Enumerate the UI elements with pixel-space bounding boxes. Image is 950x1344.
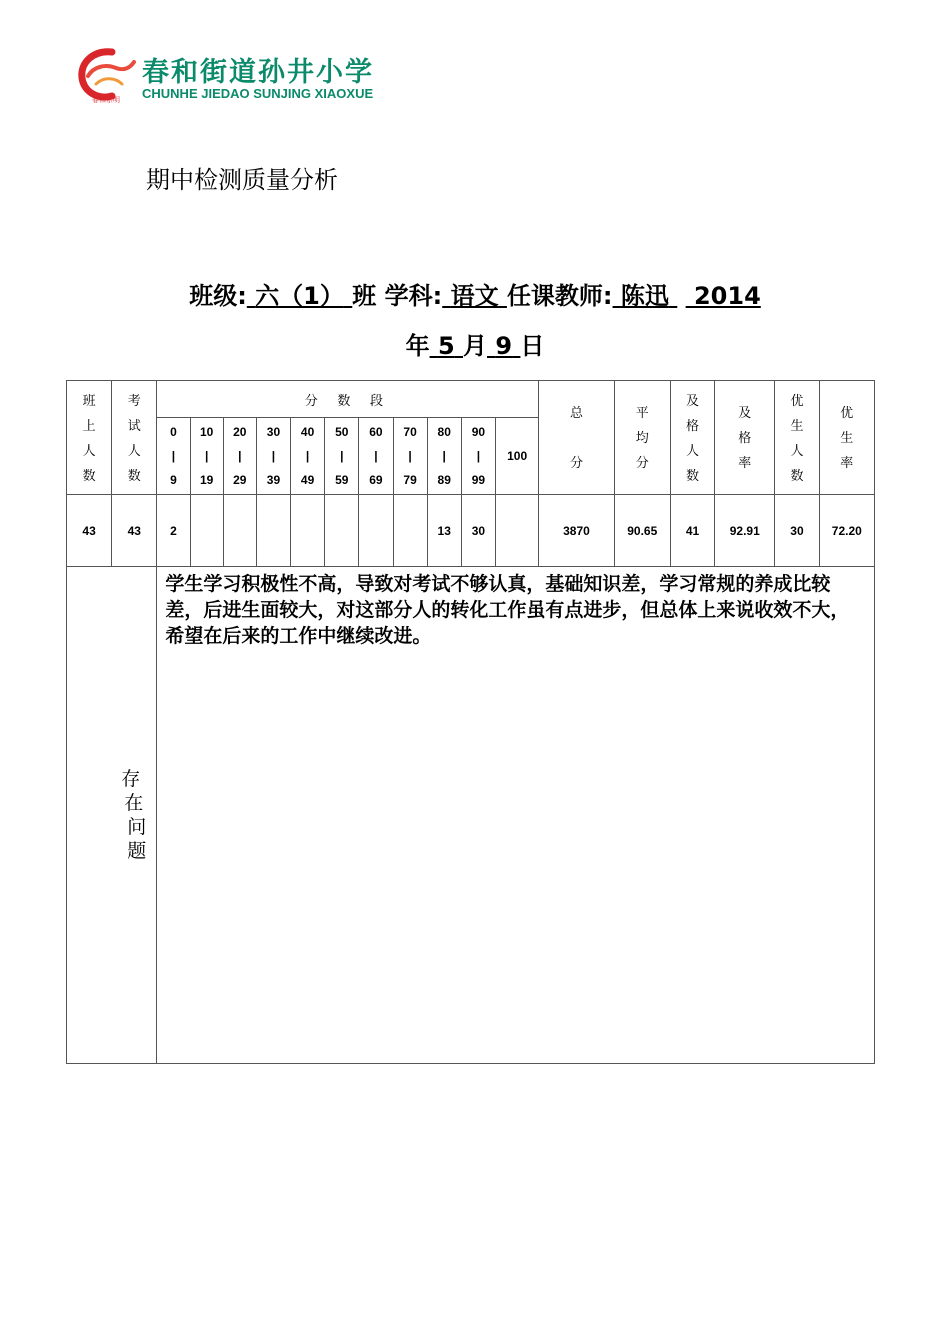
school-name-en: CHUNHE JIEDAO SUNJING XIAOXUE <box>142 86 374 101</box>
class-label: 班级: <box>189 282 247 310</box>
range-50-59: 50 | 59 <box>325 418 359 495</box>
cell-exam-count: 43 <box>112 495 157 567</box>
cell-average: 90.65 <box>614 495 670 567</box>
cell-range-80-89: 13 <box>427 495 461 567</box>
range-60-69: 60 | 69 <box>359 418 393 495</box>
header-exam-count: 考 试 人 数 <box>112 381 157 495</box>
school-emblem-icon <box>76 46 140 104</box>
cell-range-50-59 <box>325 495 359 567</box>
header-score-segment: 分 数 段 <box>157 381 539 418</box>
range-100: 100 <box>495 418 538 495</box>
class-info-line <box>60 276 890 311</box>
cell-class-count: 43 <box>67 495 112 567</box>
table-row <box>67 495 875 567</box>
cell-excellent-rate: 72.20 <box>819 495 874 567</box>
day-char: 日 <box>520 332 545 360</box>
teacher-value: 陈迅 <box>620 282 669 310</box>
date-line <box>60 326 890 361</box>
cell-range-10-19 <box>190 495 223 567</box>
issues-text: 学生学习积极性不高，导致对考试不够认真，基础知识差，学习常规的养成比较差，后进生面较大，对这部分人的转化工作虽有点进步，但总体上来说收效不大，希望在后来的工作中继续改进。 <box>157 567 875 1064</box>
cell-range-30-39 <box>256 495 290 567</box>
range-10-19: 10 | 19 <box>190 418 223 495</box>
score-analysis-table <box>66 380 875 1064</box>
logo-mark-text: 春和崇明 <box>92 96 120 104</box>
range-80-89: 80 | 89 <box>427 418 461 495</box>
issues-label: 存 在 问 题 <box>67 567 157 1064</box>
cell-range-90-99: 30 <box>461 495 495 567</box>
header-average: 平 均 分 <box>614 381 670 495</box>
class-value: 六（1） <box>255 282 344 310</box>
day-value: 9 <box>495 332 513 360</box>
cell-range-100 <box>495 495 538 567</box>
range-20-29: 20 | 29 <box>223 418 256 495</box>
class-suffix: 班 <box>352 282 377 310</box>
cell-range-70-79 <box>393 495 427 567</box>
year-value: 2014 <box>693 282 761 310</box>
header-excellent-rate: 优 生 率 <box>819 381 874 495</box>
header-pass-rate: 及 格 率 <box>715 381 775 495</box>
month-value: 5 <box>437 332 455 360</box>
range-90-99: 90 | 99 <box>461 418 495 495</box>
cell-total: 3870 <box>539 495 614 567</box>
cell-pass-count: 41 <box>670 495 714 567</box>
cell-range-40-49 <box>291 495 325 567</box>
cell-range-60-69 <box>359 495 393 567</box>
header-pass-count: 及 格 人 数 <box>670 381 714 495</box>
header-class-count: 班 上 人 数 <box>67 381 112 495</box>
cell-range-20-29 <box>223 495 256 567</box>
range-70-79: 70 | 79 <box>393 418 427 495</box>
range-0-9: 0 | 9 <box>157 418 190 495</box>
header-total: 总 分 <box>539 381 614 495</box>
range-40-49: 40 | 49 <box>291 418 325 495</box>
subject-label: 学科: <box>384 282 443 310</box>
cell-excellent-count: 30 <box>775 495 819 567</box>
year-char: 年 <box>405 332 430 360</box>
school-logo <box>76 46 416 106</box>
subject-value: 语文 <box>450 282 499 310</box>
document-title: 期中检测质量分析 <box>146 166 338 194</box>
month-char: 月 <box>463 332 487 360</box>
range-30-39: 30 | 39 <box>256 418 290 495</box>
header-excellent-count: 优 生 人 数 <box>775 381 819 495</box>
teacher-label: 任课教师: <box>506 282 613 310</box>
cell-range-0-9: 2 <box>157 495 190 567</box>
cell-pass-rate: 92.91 <box>715 495 775 567</box>
school-name-cn: 春和街道孙井小学 <box>142 57 374 88</box>
